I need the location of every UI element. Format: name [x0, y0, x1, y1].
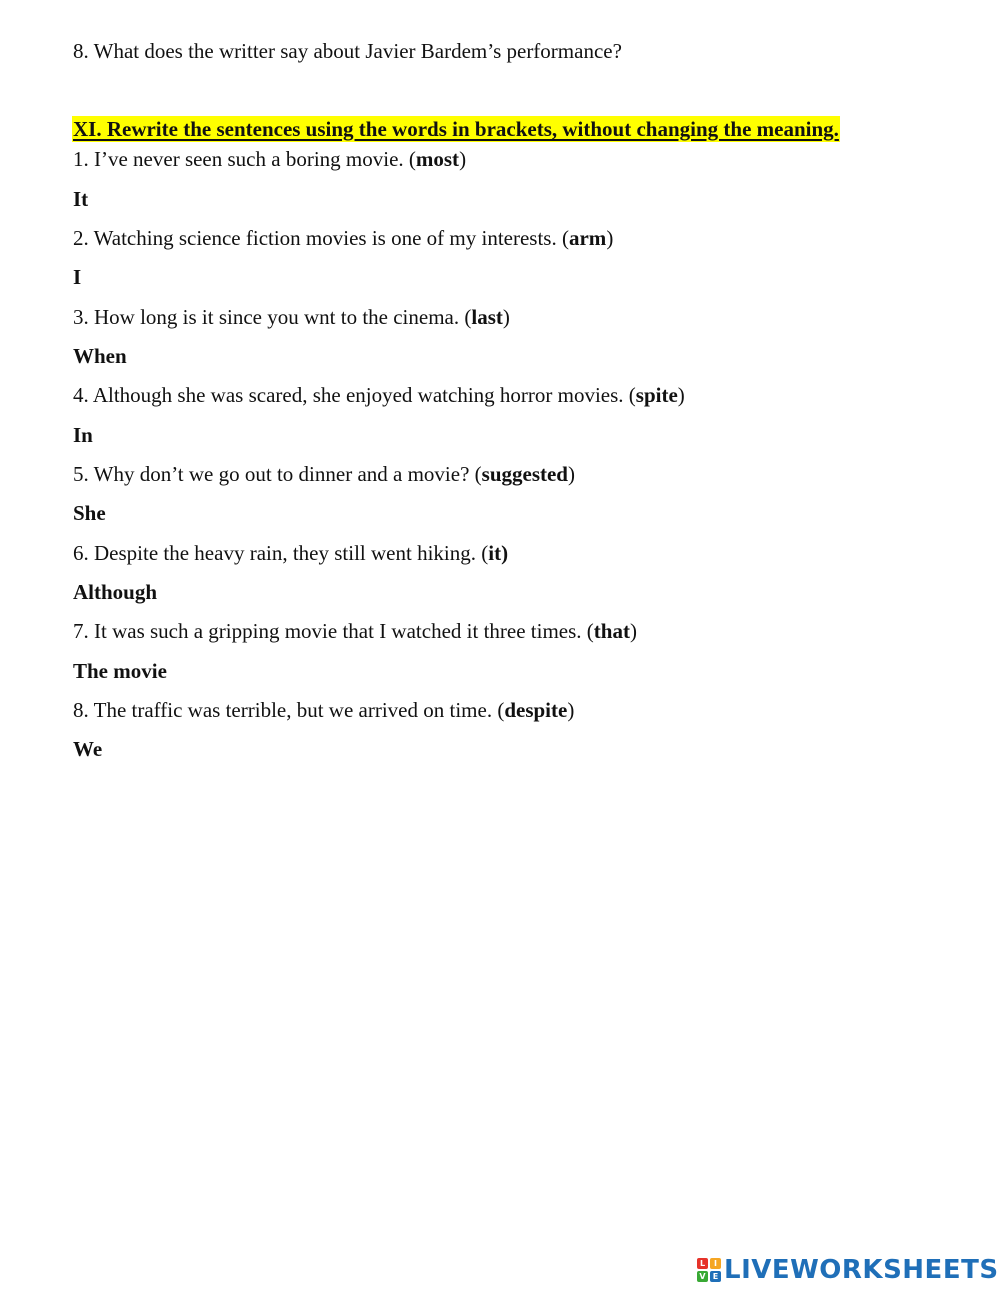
- question-6: [73, 540, 508, 566]
- question-text: 6. Despite the heavy rain, they still went hiking. (: [73, 541, 489, 565]
- logo-tile-v: V: [697, 1271, 708, 1282]
- question-text: 2. Watching science fiction movies is one of my interests. (: [73, 226, 569, 250]
- bracket-close: ): [502, 305, 510, 329]
- bracket-close: ): [567, 698, 575, 722]
- keyword: suggested: [481, 462, 568, 486]
- answer-start-3: When: [73, 344, 127, 368]
- bracket-close: ): [567, 462, 575, 486]
- previous-question-8: 8. What does the writter say about Javier Bardem’s performance?: [73, 39, 622, 63]
- question-5: [73, 461, 575, 487]
- liveworksheets-logo-icon: [697, 1258, 721, 1282]
- logo-tile-l: L: [697, 1258, 708, 1269]
- keyword: despite: [504, 698, 568, 722]
- answer-start-4: In: [73, 423, 93, 447]
- question-7: [73, 618, 637, 644]
- keyword: last: [471, 305, 503, 329]
- liveworksheets-brand: [697, 1254, 999, 1286]
- bracket-close: ): [629, 619, 637, 643]
- logo-tile-i: I: [710, 1258, 721, 1269]
- question-text: 5. Why don’t we go out to dinner and a movie? (: [73, 462, 482, 486]
- answer-start-1: It: [73, 187, 89, 211]
- question-4: [73, 382, 685, 408]
- question-text: 7. It was such a gripping movie that I watched it three times. (: [73, 619, 594, 643]
- keyword: most: [415, 147, 460, 171]
- question-text: 3. How long is it since you wnt to the cinema. (: [73, 305, 472, 329]
- question-2: [73, 225, 613, 251]
- question-text: 8. The traffic was terrible, but we arrived on time. (: [73, 698, 505, 722]
- section-heading: XI. Rewrite the sentences using the words in brackets, without changing the meaning.: [73, 117, 839, 141]
- keyword: arm: [568, 226, 607, 250]
- keyword: spite: [635, 383, 678, 407]
- bracket-close: ): [606, 226, 614, 250]
- question-1: [73, 146, 466, 172]
- question-3: [73, 304, 510, 330]
- answer-start-2: I: [73, 265, 82, 289]
- keyword: it): [488, 541, 509, 565]
- question-text: 4. Although she was scared, she enjoyed watching horror movies. (: [73, 383, 636, 407]
- answer-start-5: She: [73, 501, 106, 525]
- question-8: [73, 697, 574, 723]
- logo-tile-e: E: [710, 1271, 721, 1282]
- bracket-close: ): [677, 383, 685, 407]
- answer-start-8: We: [73, 737, 103, 761]
- bracket-close: ): [459, 147, 467, 171]
- brand-name: LIVEWORKSHEETS: [724, 1255, 999, 1285]
- answer-start-6: Although: [73, 580, 158, 604]
- question-text: 1. I’ve never seen such a boring movie. (: [73, 147, 416, 171]
- keyword: that: [593, 619, 630, 643]
- answer-start-7: The movie: [73, 659, 167, 683]
